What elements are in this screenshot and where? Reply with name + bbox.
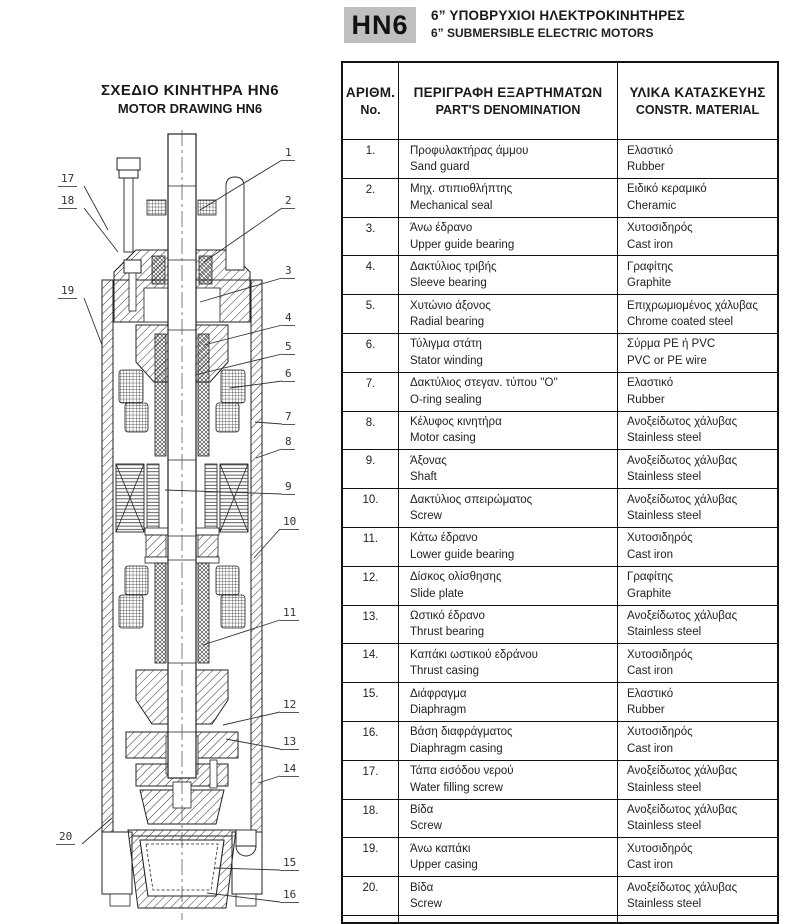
cell-material xyxy=(618,644,777,682)
cell-part xyxy=(399,450,618,488)
callout-4: 4 xyxy=(282,311,295,326)
callout-14: 14 xyxy=(280,762,299,777)
cell-number: 8. xyxy=(343,412,399,450)
cell-number: 7. xyxy=(343,373,399,411)
callout-8: 8 xyxy=(282,435,295,450)
cell-part xyxy=(399,489,618,527)
part-name-english: Thrust bearing xyxy=(410,626,485,639)
motor-drawing xyxy=(40,130,340,924)
col-header-material-english: CONSTR. MATERIAL xyxy=(635,103,760,117)
table-row xyxy=(343,644,777,683)
drawing-title-greek: ΣΧΕΔΙΟ ΚΙΝΗΤΗΡΑ HN6 xyxy=(101,82,279,99)
part-name-english: Upper guide bearing xyxy=(410,238,515,251)
col-header-material-greek: ΥΛΙΚΑ ΚΑΤΑΣΚΕΥΗΣ xyxy=(629,85,766,100)
header-title-english: 6” SUBMERSIBLE ELECTRIC MOTORS xyxy=(431,26,654,40)
table-row xyxy=(343,761,777,800)
cell-part xyxy=(399,800,618,838)
col-header-part-greek: ΠΕΡΙΓΡΑΦΗ ΕΞΑΡΤΗΜΑΤΩΝ xyxy=(413,85,603,100)
cell-part xyxy=(399,334,618,372)
part-name-greek: Δακτύλιος στεγαν. τύπου ''Ο'' xyxy=(410,377,558,390)
material-greek: Χυτοσιδηρός xyxy=(627,532,693,545)
material-greek: Χυτοσιδηρός xyxy=(627,842,693,855)
part-name-english: Screw xyxy=(410,898,442,911)
callout-6: 6 xyxy=(282,367,295,382)
part-name-greek: Χυτώνιο άξονος xyxy=(410,299,491,312)
callout-11: 11 xyxy=(280,606,299,621)
part-name-greek: Μηχ. στιπιοθλήπτης xyxy=(410,183,513,196)
cell-part xyxy=(399,528,618,566)
part-name-greek: Βίδα xyxy=(410,881,434,894)
cell-number: 17. xyxy=(343,761,399,799)
material-greek: Χυτοσιδηρός xyxy=(627,222,693,235)
part-name-english: Upper casing xyxy=(410,859,478,872)
part-name-greek: Καπάκι ωστικού εδράνου xyxy=(410,648,538,661)
model-badge: HN6 xyxy=(344,7,416,43)
cell-number: 10. xyxy=(343,489,399,527)
cell-material xyxy=(618,179,777,217)
cell-part xyxy=(399,606,618,644)
cell-material xyxy=(618,218,777,256)
cell-part xyxy=(399,179,618,217)
table-row xyxy=(343,179,777,218)
table-row xyxy=(343,683,777,722)
part-name-english: Mechanical seal xyxy=(410,199,493,212)
table-row xyxy=(343,140,777,179)
cell-number: 12. xyxy=(343,567,399,605)
table-row xyxy=(343,218,777,257)
cell-material xyxy=(618,489,777,527)
part-name-english: Stator winding xyxy=(410,354,483,367)
material-greek: Επιχρωμιομένος χάλυβας xyxy=(627,299,758,312)
callout-17: 17 xyxy=(58,172,77,187)
cell-material xyxy=(618,412,777,450)
table-row xyxy=(343,722,777,761)
cell-material xyxy=(618,567,777,605)
cell-part xyxy=(399,761,618,799)
cell-number: 18. xyxy=(343,800,399,838)
callout-16: 16 xyxy=(280,888,299,903)
part-name-greek: Κάτω έδρανο xyxy=(410,532,478,545)
callout-10: 10 xyxy=(280,515,299,530)
table-row xyxy=(343,800,777,839)
cell-material xyxy=(618,140,777,178)
table-row xyxy=(343,450,777,489)
cell-part xyxy=(399,838,618,876)
material-greek: Ανοξείδωτος χάλυβας xyxy=(627,765,738,778)
material-english: Cast iron xyxy=(627,742,674,755)
cell-part xyxy=(399,644,618,682)
material-greek: Ειδικό κεραμικό xyxy=(627,183,707,196)
table-row xyxy=(343,295,777,334)
cell-part xyxy=(399,567,618,605)
cell-number: 3. xyxy=(343,218,399,256)
cell-number: 11. xyxy=(343,528,399,566)
col-header-no-english: No. xyxy=(360,103,381,117)
table-row xyxy=(343,334,777,373)
callout-18: 18 xyxy=(58,194,77,209)
material-greek: Γραφίτης xyxy=(627,571,674,584)
part-name-greek: Άνω καπάκι xyxy=(410,842,471,855)
part-name-greek: Βάση διαφράγματος xyxy=(410,726,513,739)
callout-2: 2 xyxy=(282,194,295,209)
col-header-no xyxy=(343,63,399,139)
part-name-english: Screw xyxy=(410,820,442,833)
part-name-greek: Άξονας xyxy=(410,454,447,467)
material-greek: Ανοξείδωτος χάλυβας xyxy=(627,416,738,429)
cell-number: 13. xyxy=(343,606,399,644)
parts-table xyxy=(341,61,779,924)
material-greek: Χυτοσιδηρός xyxy=(627,726,693,739)
callout-7: 7 xyxy=(282,410,295,425)
drawing-title-english: MOTOR DRAWING HN6 xyxy=(117,101,263,116)
material-english: Rubber xyxy=(627,393,665,406)
cell-material xyxy=(618,761,777,799)
cell-material xyxy=(618,722,777,760)
table-row xyxy=(343,373,777,412)
part-name-english: Lower guide bearing xyxy=(410,548,515,561)
part-name-english: Screw xyxy=(410,510,442,523)
cell-part xyxy=(399,218,618,256)
cell-material xyxy=(618,373,777,411)
cell-number: 14. xyxy=(343,644,399,682)
part-name-greek: Ωστικό έδρανο xyxy=(410,610,485,623)
page-header xyxy=(431,8,685,40)
table-row-cutoff xyxy=(343,916,777,924)
part-name-english: O-ring sealing xyxy=(410,393,482,406)
material-greek: Ελαστικό xyxy=(627,377,674,390)
material-greek: Ανοξείδωτος χάλυβας xyxy=(627,610,738,623)
part-name-english: Motor casing xyxy=(410,432,476,445)
part-name-english: Shaft xyxy=(410,471,437,484)
cell-material xyxy=(618,450,777,488)
material-english: Cast iron xyxy=(627,548,674,561)
material-greek: Σύρμα PE ή PVC xyxy=(627,338,716,351)
material-greek: Ελαστικό xyxy=(627,687,674,700)
part-name-greek: Τύλιγμα στάτη xyxy=(410,338,482,351)
material-english: Graphite xyxy=(627,587,672,600)
material-english: Graphite xyxy=(627,277,672,290)
material-greek: Ελαστικό xyxy=(627,144,674,157)
col-header-part xyxy=(399,63,618,139)
material-english: Cast iron xyxy=(627,665,674,678)
part-name-english: Radial bearing xyxy=(410,316,485,329)
table-row xyxy=(343,412,777,451)
cell-material xyxy=(618,256,777,294)
material-english: Rubber xyxy=(627,160,665,173)
cell-part xyxy=(399,295,618,333)
table-row xyxy=(343,838,777,877)
material-english: Stainless steel xyxy=(627,432,702,445)
table-row xyxy=(343,489,777,528)
part-name-greek: Κέλυφος κινητήρα xyxy=(410,416,502,429)
cell-number: 20. xyxy=(343,877,399,915)
cell-number: 1. xyxy=(343,140,399,178)
material-greek: Ανοξείδωτος χάλυβας xyxy=(627,454,738,467)
table-row xyxy=(343,606,777,645)
parts-table-body xyxy=(343,140,777,924)
cell-number: 19. xyxy=(343,838,399,876)
cell-part xyxy=(399,683,618,721)
material-english: Rubber xyxy=(627,704,665,717)
cell-material xyxy=(618,295,777,333)
table-row xyxy=(343,877,777,916)
part-name-greek: Τάπα εισόδου νερού xyxy=(410,765,514,778)
part-name-greek: Άνω έδρανο xyxy=(410,222,473,235)
material-english: Stainless steel xyxy=(627,898,702,911)
material-english: Stainless steel xyxy=(627,781,702,794)
material-english: Stainless steel xyxy=(627,471,702,484)
cell-number: 4. xyxy=(343,256,399,294)
material-english: PVC or PE wire xyxy=(627,354,707,367)
cell-material xyxy=(618,606,777,644)
material-english: Cheramic xyxy=(627,199,677,212)
part-name-greek: Δακτύλιος σπειρώματος xyxy=(410,493,533,506)
callout-19: 19 xyxy=(58,284,77,299)
cell-material xyxy=(618,334,777,372)
cell-number: 15. xyxy=(343,683,399,721)
material-english: Stainless steel xyxy=(627,820,702,833)
part-name-english: Thrust casing xyxy=(410,665,480,678)
part-name-english: Water filling screw xyxy=(410,781,503,794)
cell-material xyxy=(618,800,777,838)
material-english: Cast iron xyxy=(627,238,674,251)
drawing-title xyxy=(40,82,340,116)
part-name-english: Slide plate xyxy=(410,587,464,600)
cell-part xyxy=(399,877,618,915)
table-header-row xyxy=(343,63,777,140)
part-name-english: Sand guard xyxy=(410,160,470,173)
material-greek: Ανοξείδωτος χάλυβας xyxy=(627,804,738,817)
cell-part xyxy=(399,256,618,294)
cell-number: 9. xyxy=(343,450,399,488)
cell-material xyxy=(618,877,777,915)
col-header-part-english: PART'S DENOMINATION xyxy=(435,103,581,117)
callout-13: 13 xyxy=(280,735,299,750)
material-english: Cast iron xyxy=(627,859,674,872)
cell-number: 2. xyxy=(343,179,399,217)
material-english: Stainless steel xyxy=(627,626,702,639)
part-name-greek: Διάφραγμα xyxy=(410,687,467,700)
cell-part xyxy=(399,722,618,760)
callout-3: 3 xyxy=(282,264,295,279)
cell-material xyxy=(618,683,777,721)
callout-20: 20 xyxy=(56,830,75,845)
cell-part xyxy=(399,412,618,450)
part-name-english: Diaphragm xyxy=(410,704,467,717)
table-row xyxy=(343,567,777,606)
callout-1: 1 xyxy=(282,146,295,161)
part-name-greek: Δίσκος ολίσθησης xyxy=(410,571,502,584)
cell-material xyxy=(618,838,777,876)
part-name-greek: Προφυλακτήρας άμμου xyxy=(410,144,529,157)
part-name-english: Diaphragm casing xyxy=(410,742,503,755)
callout-15: 15 xyxy=(280,856,299,871)
header-title-greek: 6” ΥΠΟΒΡΥΧΙΟΙ ΗΛΕΚΤΡΟΚΙΝΗΤΗΡΕΣ xyxy=(431,8,685,23)
part-name-greek: Δακτύλιος τριβής xyxy=(410,260,497,273)
material-english: Stainless steel xyxy=(627,510,702,523)
col-header-material xyxy=(618,63,777,139)
part-name-greek: Βίδα xyxy=(410,804,434,817)
table-row xyxy=(343,528,777,567)
cell-part xyxy=(399,140,618,178)
cell-part xyxy=(399,373,618,411)
col-header-no-greek: ΑΡΙΘΜ. xyxy=(345,85,396,100)
cell-material xyxy=(618,528,777,566)
material-greek: Ανοξείδωτος χάλυβας xyxy=(627,493,738,506)
callout-12: 12 xyxy=(280,698,299,713)
material-greek: Χυτοσιδηρός xyxy=(627,648,693,661)
cell-number: 5. xyxy=(343,295,399,333)
material-greek: Ανοξείδωτος χάλυβας xyxy=(627,881,738,894)
cell-number: 6. xyxy=(343,334,399,372)
material-english: Chrome coated steel xyxy=(627,316,734,329)
callout-5: 5 xyxy=(282,340,295,355)
material-greek: Γραφίτης xyxy=(627,260,674,273)
cell-number: 16. xyxy=(343,722,399,760)
callout-9: 9 xyxy=(282,480,295,495)
part-name-english: Sleeve bearing xyxy=(410,277,487,290)
table-row xyxy=(343,256,777,295)
